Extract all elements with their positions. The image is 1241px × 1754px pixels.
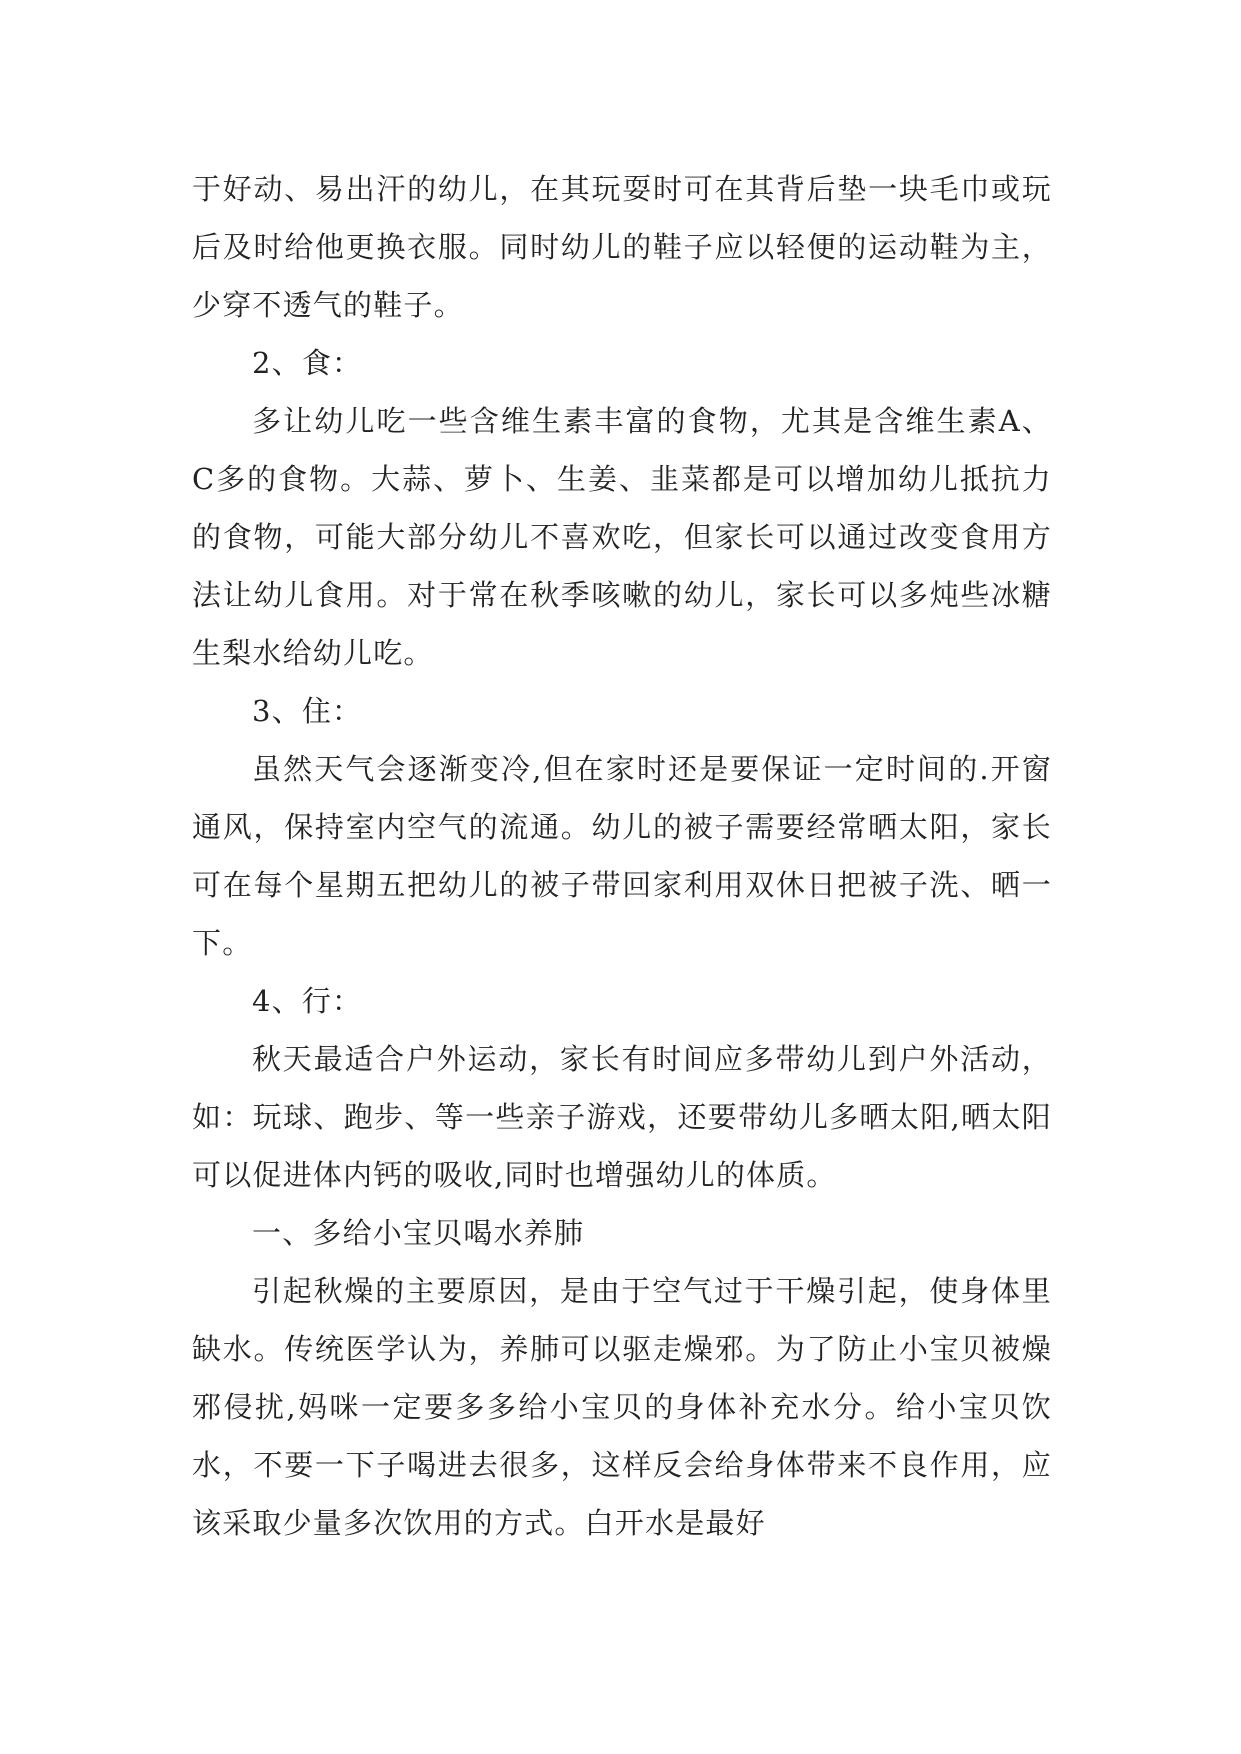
paragraph-food: 多让幼儿吃一些含维生素丰富的食物，尤其是含维生素A、C多的食物。大蒜、萝卜、生姜、韭菜都是可以增加幼儿抵抗力的食物，可能大部分幼儿不喜欢吃，但家长可以通过改变食用方法让幼儿食用。对于常在秋季咳嗽的幼儿，家长可以多炖些冰糖生梨水给幼儿吃。 [192,404,1052,670]
paragraph-travel: 秋天最适合户外运动，家长有时间应多带幼儿到户外活动，如：玩球、跑步、等一些亲子游戏，还要带幼儿多晒太阳,晒太阳可以促进体内钙的吸收,同时也增强幼儿的体质。 [192,1042,1052,1192]
document-body [192,160,1052,1552]
heading-housing: 3、住： [252,694,363,728]
paragraph-housing: 虽然天气会逐渐变冷,但在家时还是要保证一定时间的.开窗通风，保持室内空气的流通。幼儿的被子需要经常晒太阳，家长可在每个星期五把幼儿的被子带回家利用双休日把被子洗、晒一下。 [192,752,1052,960]
heading-travel: 4、行： [252,984,363,1018]
heading-water-lungs: 一、多给小宝贝喝水养肺 [252,1216,585,1250]
heading-food: 2、食： [252,346,363,380]
paragraph-clothing-continued: 于好动、易出汗的幼儿，在其玩耍时可在其背后垫一块毛巾或玩后及时给他更换衣服。同时幼儿的鞋子应以轻便的运动鞋为主，少穿不透气的鞋子。 [192,172,1052,322]
paragraph-water-lungs: 引起秋燥的主要原因，是由于空气过于干燥引起，使身体里缺水。传统医学认为，养肺可以驱走燥邪。为了防止小宝贝被燥邪侵扰,妈咪一定要多多给小宝贝的身体补充水分。给小宝贝饮水，不要一下子喝进去很多，这样反会给身体带来不良作用，应该采取少量多次饮用的方式。白开水是最好 [192,1274,1052,1540]
